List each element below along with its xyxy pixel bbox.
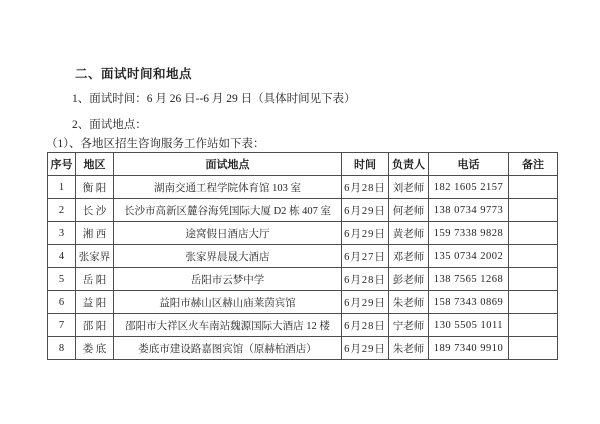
table-cell-col-venue: 娄底市建设路嘉图宾馆（原赫柏酒店） <box>114 337 342 360</box>
table-cell-col-note <box>509 245 558 268</box>
table-header-row <box>48 153 558 176</box>
table-cell-col-phone: 189 7340 9910 <box>429 337 509 360</box>
table-cell-col-contact: 宁老师 <box>389 314 429 337</box>
table-cell-col-note <box>509 291 558 314</box>
table-cell-col-no: 2 <box>48 199 76 222</box>
table-cell-col-no: 7 <box>48 314 76 337</box>
header-cell-col-contact: 负责人 <box>389 153 429 176</box>
table-cell-col-venue: 邵阳市大祥区火车南站魏源国际大酒店 12 楼 <box>114 314 342 337</box>
table-cell-col-phone: 159 7338 9828 <box>429 222 509 245</box>
table-cell-col-note <box>509 268 558 291</box>
table-cell-col-region: 益 阳 <box>76 291 114 314</box>
table-cell-col-date: 6月28日 <box>342 314 389 337</box>
table-cell-col-contact: 何老师 <box>389 199 429 222</box>
table-cell-col-contact: 朱老师 <box>389 291 429 314</box>
table-cell-col-contact: 刘老师 <box>389 176 429 199</box>
header-cell-col-phone: 电话 <box>429 153 509 176</box>
table-cell-col-no: 8 <box>48 337 76 360</box>
table-cell-col-phone: 138 7565 1268 <box>429 268 509 291</box>
table-cell-col-note <box>509 314 558 337</box>
header-cell-col-region: 地区 <box>76 153 114 176</box>
table-intro-line: （1）、各地区招生咨询服务工作站如下表： <box>46 138 265 150</box>
table-cell-col-contact: 邓老师 <box>389 245 429 268</box>
table-cell-col-venue: 长沙市高新区麓谷海凭国际大厦 D2 栋 407 室 <box>114 199 342 222</box>
table-cell-col-contact: 彭老师 <box>389 268 429 291</box>
table-cell-col-region: 邵 阳 <box>76 314 114 337</box>
table-row <box>48 176 558 199</box>
table-cell-col-date: 6月29日 <box>342 291 389 314</box>
table-cell-col-region: 张家界 <box>76 245 114 268</box>
table-cell-col-date: 6月28日 <box>342 268 389 291</box>
table-row <box>48 291 558 314</box>
interview-time-line: 1、面试时间：6 月 26 日--6 月 29 日（具体时间见下表） <box>72 93 356 105</box>
table-cell-col-venue: 张家界晨晟大酒店 <box>114 245 342 268</box>
table-cell-col-region: 衡 阳 <box>76 176 114 199</box>
table-cell-col-phone: 130 5505 1011 <box>429 314 509 337</box>
table-cell-col-phone: 182 1605 2157 <box>429 176 509 199</box>
table-cell-col-note <box>509 176 558 199</box>
table-cell-col-phone: 135 0734 2002 <box>429 245 509 268</box>
table-cell-col-venue: 湖南交通工程学院体育馆 103 室 <box>114 176 342 199</box>
table-cell-col-region: 娄 底 <box>76 337 114 360</box>
table-cell-col-no: 5 <box>48 268 76 291</box>
table-row <box>48 199 558 222</box>
table-cell-col-date: 6月27日 <box>342 245 389 268</box>
table-cell-col-phone: 138 0734 9773 <box>429 199 509 222</box>
table-cell-col-date: 6月29日 <box>342 222 389 245</box>
table-cell-col-no: 3 <box>48 222 76 245</box>
table-cell-col-region: 湘 西 <box>76 222 114 245</box>
table-row <box>48 245 558 268</box>
table-cell-col-date: 6月29日 <box>342 199 389 222</box>
table-cell-col-venue: 途窝假日酒店大厅 <box>114 222 342 245</box>
table-body <box>48 176 558 360</box>
table-row <box>48 268 558 291</box>
table-cell-col-note <box>509 337 558 360</box>
table-cell-col-date: 6月28日 <box>342 176 389 199</box>
table-cell-col-region: 岳 阳 <box>76 268 114 291</box>
table-cell-col-note <box>509 199 558 222</box>
table-row <box>48 314 558 337</box>
table-cell-col-contact: 黄老师 <box>389 222 429 245</box>
table-cell-col-contact: 朱老师 <box>389 337 429 360</box>
table-cell-col-region: 长 沙 <box>76 199 114 222</box>
table-cell-col-note <box>509 222 558 245</box>
table-cell-col-venue: 益阳市赫山区赫山庙莱茵宾馆 <box>114 291 342 314</box>
header-cell-col-date: 时间 <box>342 153 389 176</box>
header-cell-col-note: 备注 <box>509 153 558 176</box>
section-title: 二、面试时间和地点 <box>75 67 193 81</box>
interview-place-line: 2、面试地点： <box>72 119 147 131</box>
table-cell-col-date: 6月29日 <box>342 337 389 360</box>
table-cell-col-no: 1 <box>48 176 76 199</box>
interview-stations-table <box>47 152 558 360</box>
header-cell-col-venue: 面试地点 <box>114 153 342 176</box>
table-cell-col-no: 6 <box>48 291 76 314</box>
header-cell-col-no: 序号 <box>48 153 76 176</box>
table-row <box>48 337 558 360</box>
table-cell-col-venue: 岳阳市云梦中学 <box>114 268 342 291</box>
table-row <box>48 222 558 245</box>
table-cell-col-phone: 158 7343 0869 <box>429 291 509 314</box>
table-cell-col-no: 4 <box>48 245 76 268</box>
